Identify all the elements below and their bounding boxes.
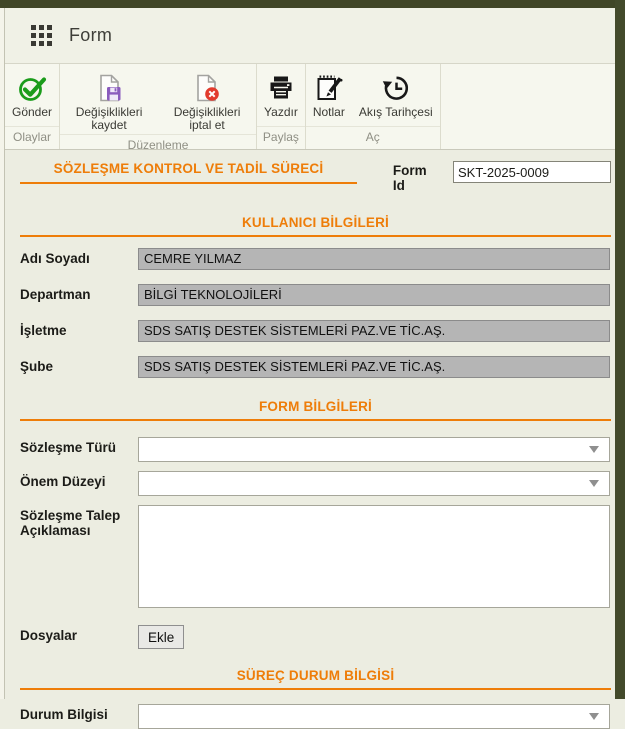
- gonder-label: Gönder: [12, 105, 53, 119]
- toolbar-group-ac: [306, 64, 441, 149]
- degisiklikleri-kaydet-label: Değişiklikleri kaydet: [75, 105, 143, 132]
- check-circle-icon: [17, 73, 47, 103]
- section-header-surec-durum-bilgisi: SÜREÇ DURUM BİLGİSİ: [20, 668, 611, 690]
- field-row-sube: [20, 356, 611, 378]
- degisiklikleri-iptal-et-label: Değişiklikleri iptal et: [173, 105, 241, 132]
- process-title-row: [20, 161, 611, 193]
- chevron-down-icon: [589, 713, 599, 720]
- toolbar-group-paylas: [257, 64, 306, 149]
- field-row-isletme: [20, 320, 611, 342]
- isletme-label: İşletme: [20, 323, 67, 338]
- grid-menu-icon[interactable]: [31, 25, 52, 46]
- page-title: Form: [69, 25, 113, 45]
- toolbar-group-label: Aç: [306, 126, 440, 149]
- window-frame-top: [0, 0, 625, 8]
- degisiklikleri-kaydet-button[interactable]: [60, 71, 158, 134]
- field-row-sozlesme-talep-aciklamasi: [20, 505, 611, 613]
- section-header-form-bilgileri: FORM BİLGİLERİ: [20, 399, 611, 421]
- departman-value: BİLGİ TEKNOLOJİLERİ: [138, 284, 610, 306]
- yazdir-label: Yazdır: [264, 105, 298, 119]
- onem-duzeyi-label: Önem Düzeyi: [20, 474, 106, 489]
- toolbar-group-label: Olaylar: [5, 126, 59, 149]
- app-header: [5, 8, 615, 64]
- adi-soyadi-label: Adı Soyadı: [20, 251, 90, 266]
- sozlesme-talep-aciklamasi-label: Sözleşme Talep Açıklaması: [20, 508, 121, 538]
- gonder-button[interactable]: [5, 71, 59, 121]
- sube-label: Şube: [20, 359, 54, 374]
- field-row-departman: [20, 284, 611, 306]
- yazdir-button[interactable]: [257, 71, 305, 121]
- sozlesme-talep-aciklamasi-textarea[interactable]: [138, 505, 610, 608]
- onem-duzeyi-dropdown[interactable]: [138, 471, 610, 496]
- dosyalar-label: Dosyalar: [20, 628, 78, 643]
- form-content: [5, 151, 615, 722]
- history-icon: [381, 73, 411, 103]
- toolbar-group-label: Düzenleme: [60, 134, 256, 157]
- sozlesme-turu-label: Sözleşme Türü: [20, 440, 117, 455]
- field-row-onem-duzeyi: [20, 471, 611, 496]
- process-title: SÖZLEŞME KONTROL VE TADİL SÜRECİ: [20, 161, 357, 184]
- chevron-down-icon: [589, 480, 599, 487]
- notlar-button[interactable]: [306, 71, 352, 121]
- field-row-durum-bilgisi: [20, 704, 611, 729]
- durum-bilgisi-label: Durum Bilgisi: [20, 707, 108, 722]
- notlar-label: Notlar: [312, 105, 345, 119]
- field-row-sozlesme-turu: [20, 437, 611, 462]
- cancel-document-icon: [192, 73, 222, 103]
- adi-soyadi-value: CEMRE YILMAZ: [138, 248, 610, 270]
- isletme-value: SDS SATIŞ DESTEK SİSTEMLERİ PAZ.VE TİC.AŞ.: [138, 320, 610, 342]
- ekle-button[interactable]: Ekle: [138, 625, 184, 649]
- form-window: [5, 8, 615, 722]
- akis-tarihcesi-button[interactable]: [352, 71, 440, 121]
- departman-label: Departman: [20, 287, 91, 302]
- durum-bilgisi-dropdown[interactable]: [138, 704, 610, 729]
- window-frame-right: [615, 0, 625, 699]
- sube-value: SDS SATIŞ DESTEK SİSTEMLERİ PAZ.VE TİC.AŞ.: [138, 356, 610, 378]
- notes-icon: [314, 73, 344, 103]
- section-header-kullanici-bilgileri: KULLANICI BİLGİLERİ: [20, 215, 611, 237]
- toolbar: [5, 64, 615, 150]
- save-icon: [94, 73, 124, 103]
- field-row-adi-soyadi: [20, 248, 611, 270]
- toolbar-group-label: Paylaş: [257, 126, 305, 149]
- toolbar-group-duzenleme: [60, 64, 257, 152]
- toolbar-group-olaylar: [5, 64, 60, 149]
- chevron-down-icon: [589, 446, 599, 453]
- akis-tarihcesi-label: Akış Tarihçesi: [358, 105, 433, 119]
- field-row-dosyalar: [20, 625, 611, 649]
- form-id-label: Form Id: [392, 163, 427, 193]
- sozlesme-turu-dropdown[interactable]: [138, 437, 610, 462]
- degisiklikleri-iptal-et-button[interactable]: [158, 71, 256, 134]
- form-id-input[interactable]: [453, 161, 611, 183]
- printer-icon: [266, 73, 296, 103]
